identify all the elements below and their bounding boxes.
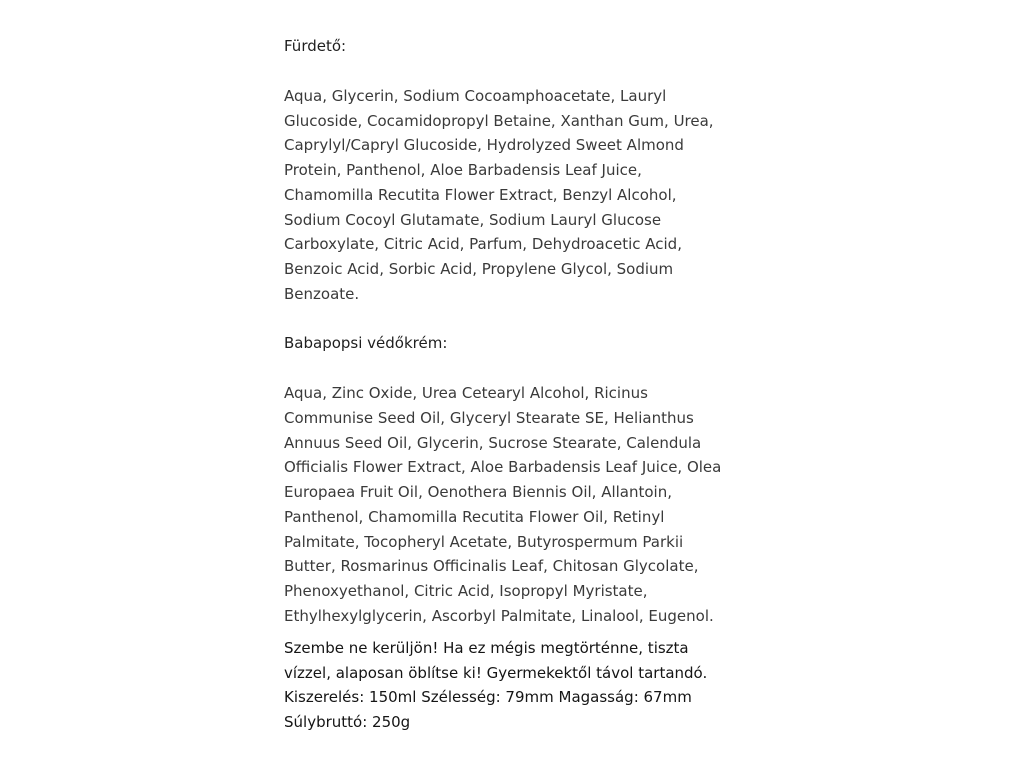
ingredients-line: Aqua, Zinc Oxide, Urea Cetearyl Alcohol, Ricinus (284, 384, 648, 403)
ingredients-line: Sodium Cocoyl Glutamate, Sodium Lauryl Glucose (284, 210, 662, 229)
ingredients-line: Communise Seed Oil, Glyceryl Stearate SE, Helianthus (284, 409, 694, 428)
section-diaper-cream (284, 331, 754, 628)
ingredients-line: Chamomilla Recutita Flower Extract, Benzyl Alcohol, (284, 185, 677, 204)
ingredients-line: Glucoside, Cocamidopropyl Betaine, Xanthan Gum, Urea, (284, 111, 714, 130)
ingredients-line: Carboxylate, Citric Acid, Parfum, Dehydroacetic Acid, (284, 235, 682, 254)
ingredients-line: Aqua, Glycerin, Sodium Cocoamphoacetate, Lauryl (284, 87, 667, 105)
section-heading: Babapopsi védőkrém: (284, 334, 448, 353)
section-bath (284, 34, 754, 306)
ingredients-line: Butter, Rosmarinus Officinalis Leaf, Chitosan Glycolate, (284, 557, 699, 576)
ingredients-line: Benzoic Acid, Sorbic Acid, Propylene Glycol, Sodium (284, 259, 674, 278)
ingredients-line: Protein, Panthenol, Aloe Barbadensis Leaf Juice, (284, 161, 642, 180)
ingredients-line: Ethylhexylglycerin, Ascorbyl Palmitate, Linalool, Eugenol. (284, 606, 714, 625)
packaging-size-line: Kiszerelés: 150ml Szélesség: 79mm Magasság: 67mm (284, 688, 692, 707)
ingredients-line: Europaea Fruit Oil, Oenothera Biennis Oil, Allantoin, (284, 483, 672, 502)
ingredients-list (284, 84, 754, 306)
warning-line: vízzel, alaposan öblítse ki! Gyermekektől távol tartandó. (284, 663, 708, 682)
section-heading: Fürdető: (284, 37, 347, 55)
ingredients-line: Officialis Flower Extract, Aloe Barbadensis Leaf Juice, Olea (284, 458, 722, 477)
ingredients-line: Palmitate, Tocopheryl Acetate, Butyrospermum Parkii (284, 532, 684, 551)
warning-line: Szembe ne kerüljön! Ha ez mégis megtörténne, tiszta (284, 639, 689, 658)
warning-and-packaging-info (284, 636, 754, 734)
ingredients-line: Panthenol, Chamomilla Recutita Flower Oil, Retinyl (284, 507, 665, 526)
gross-weight-line: Súlybruttó: 250g (284, 712, 411, 731)
ingredients-list (284, 381, 754, 628)
ingredients-line: Annuus Seed Oil, Glycerin, Sucrose Stearate, Calendula (284, 433, 702, 452)
ingredients-line: Benzoate. (284, 284, 360, 303)
product-description (284, 34, 754, 734)
ingredients-line: Caprylyl/Capryl Glucoside, Hydrolyzed Sweet Almond (284, 136, 684, 155)
ingredients-line: Phenoxyethanol, Citric Acid, Isopropyl Myristate, (284, 581, 648, 600)
